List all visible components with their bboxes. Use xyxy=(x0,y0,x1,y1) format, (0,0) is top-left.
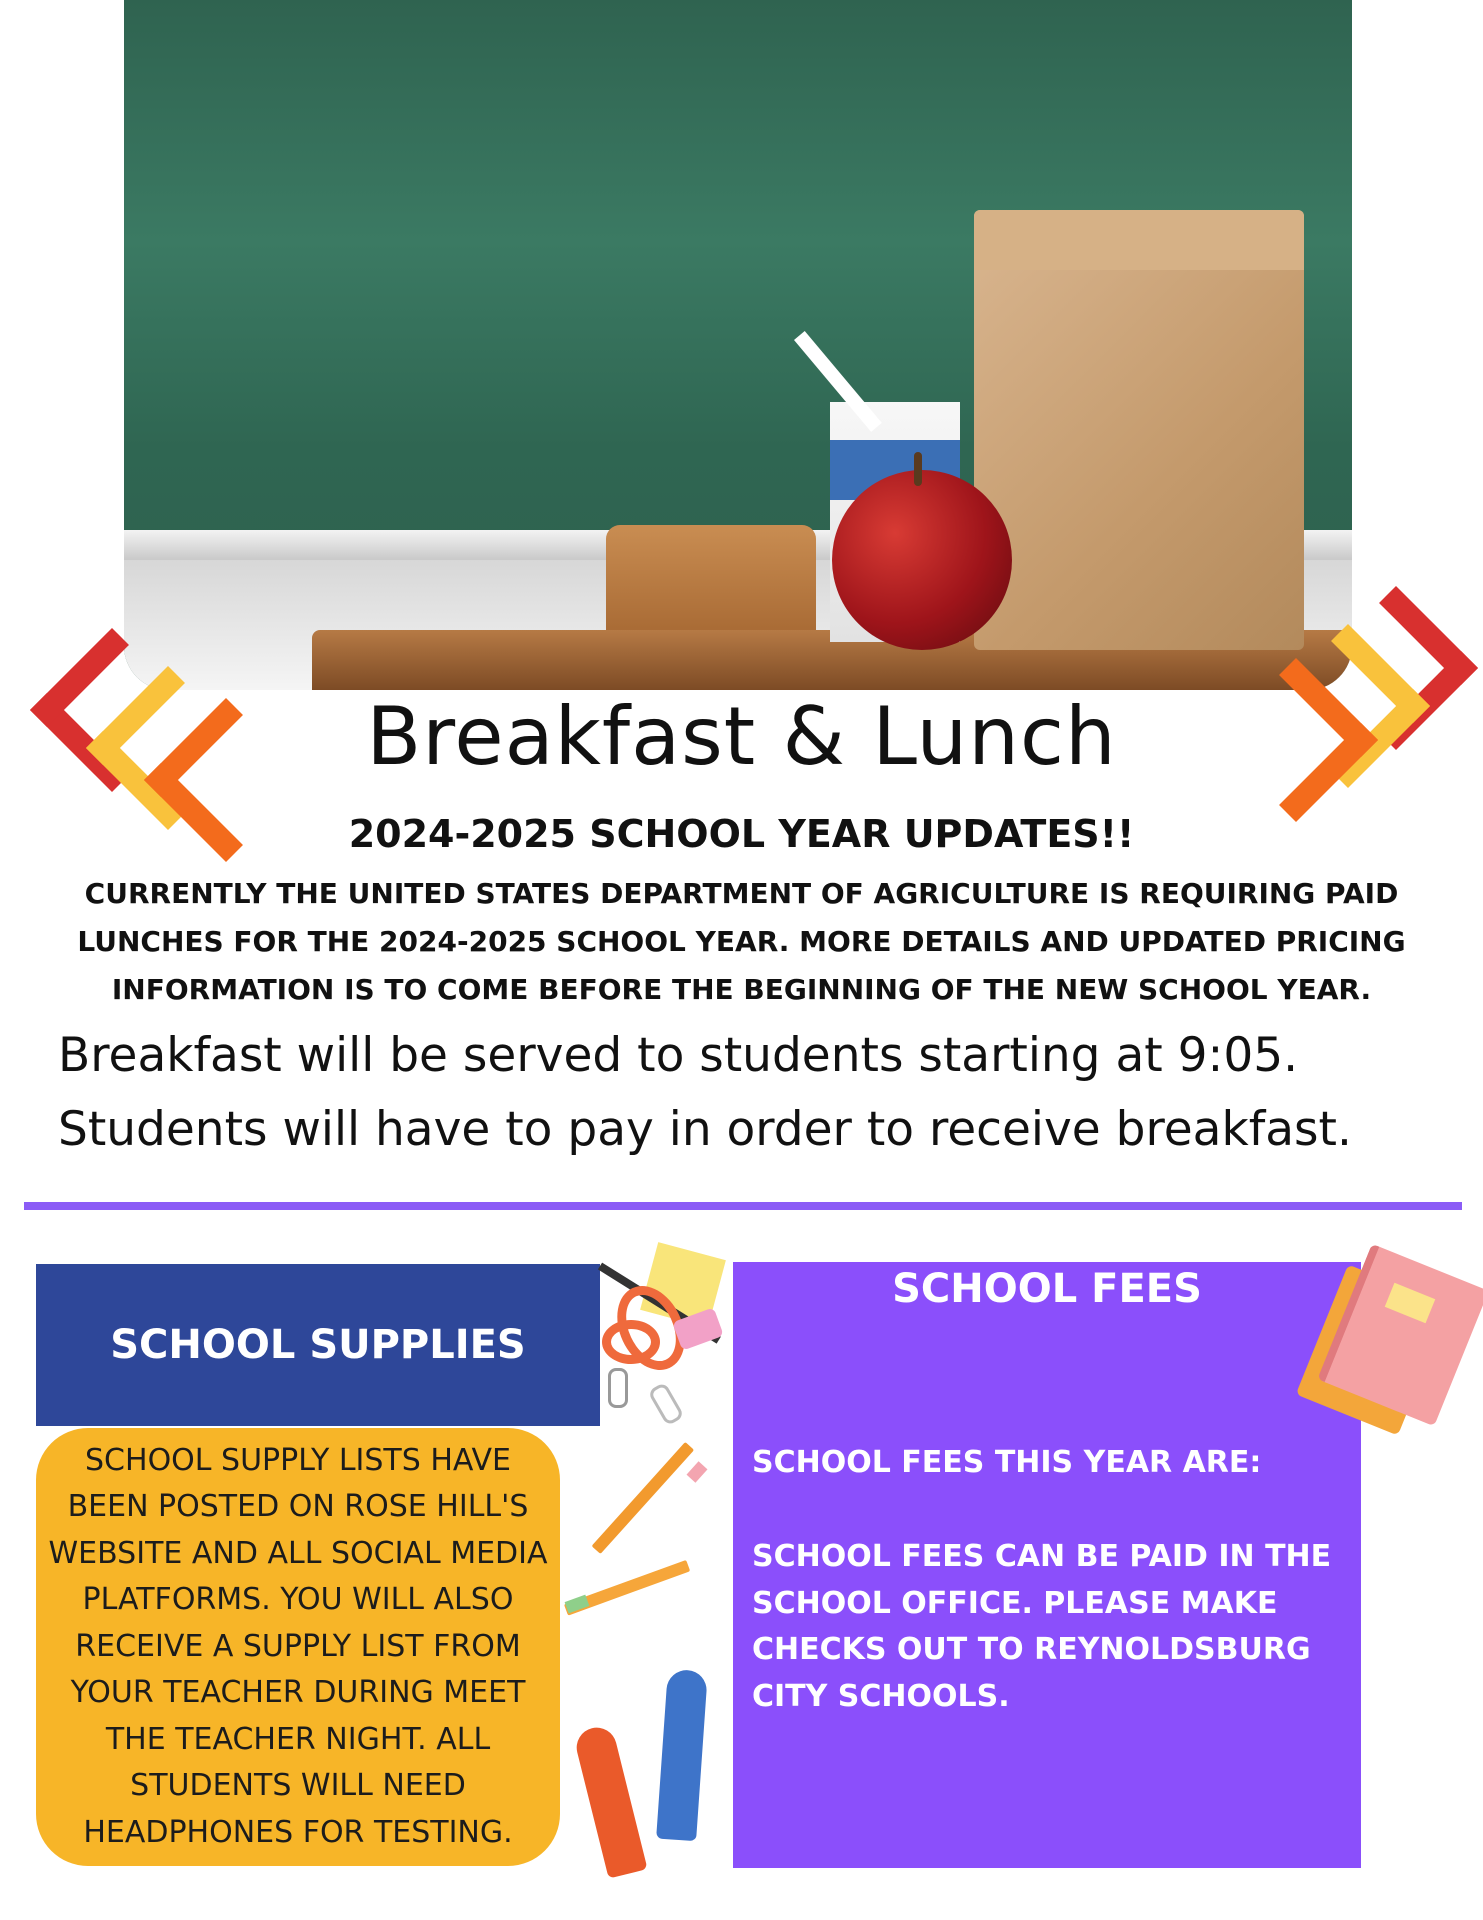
notice-line: INFORMATION IS TO COME BEFORE THE BEGINNING OF THE NEW SCHOOL YEAR. xyxy=(111,973,1372,1006)
breakfast-time-text: Breakfast will be served to students starting at 9:05. xyxy=(58,1028,1299,1083)
apple xyxy=(832,470,1012,650)
page-subtitle: 2024-2025 SCHOOL YEAR UPDATES!! xyxy=(348,812,1135,856)
blue-crayon-icon xyxy=(656,1669,708,1841)
supplies-heading: SCHOOL SUPPLIES xyxy=(36,1264,600,1426)
paperclip-icon xyxy=(647,1382,684,1427)
supplies-text: SCHOOL SUPPLY LISTS HAVE BEEN POSTED ON ROSE HILL'S WEBSITE AND ALL SOCIAL MEDIA PLATFORMS. YOU WILL ALSO RECEIVE A SUPPLY LIST FROM YOUR TEACHER DURING MEET THE TEACHER NIGHT. ALL STUDENTS WILL NEED HEADPHONES FOR TESTING. xyxy=(48,1442,548,1850)
apple-stem xyxy=(914,452,922,486)
pencil-icon xyxy=(592,1442,695,1554)
hero-photo xyxy=(124,0,1352,690)
page-title: Breakfast & Lunch xyxy=(366,690,1117,783)
notice-line: LUNCHES FOR THE 2024-2025 SCHOOL YEAR. MORE DETAILS AND UPDATED PRICING xyxy=(77,925,1406,958)
paperclip-icon xyxy=(608,1368,628,1408)
section-divider xyxy=(24,1202,1462,1210)
pencil-eraser-icon xyxy=(687,1461,708,1482)
scissors-handle-icon xyxy=(602,1320,660,1364)
notice-line: CURRENTLY THE UNITED STATES DEPARTMENT OF AGRICULTURE IS REQUIRING PAID xyxy=(84,877,1399,910)
lunch-bag xyxy=(974,210,1304,650)
red-crayon-icon xyxy=(572,1723,647,1878)
fees-this-year-text: SCHOOL FEES THIS YEAR ARE: xyxy=(752,1445,1262,1480)
fees-heading: SCHOOL FEES xyxy=(892,1266,1202,1312)
usda-notice xyxy=(40,870,1443,1014)
chair xyxy=(606,525,816,635)
breakfast-pay-text: Students will have to pay in order to receive breakfast. xyxy=(58,1102,1352,1157)
supplies-info-box xyxy=(36,1428,560,1866)
fees-payment-text: SCHOOL FEES CAN BE PAID IN THE SCHOOL OFFICE. PLEASE MAKE CHECKS OUT TO REYNOLDSBURG CITY SCHOOLS. xyxy=(752,1539,1332,1714)
lunch-bag-fold xyxy=(974,210,1304,270)
